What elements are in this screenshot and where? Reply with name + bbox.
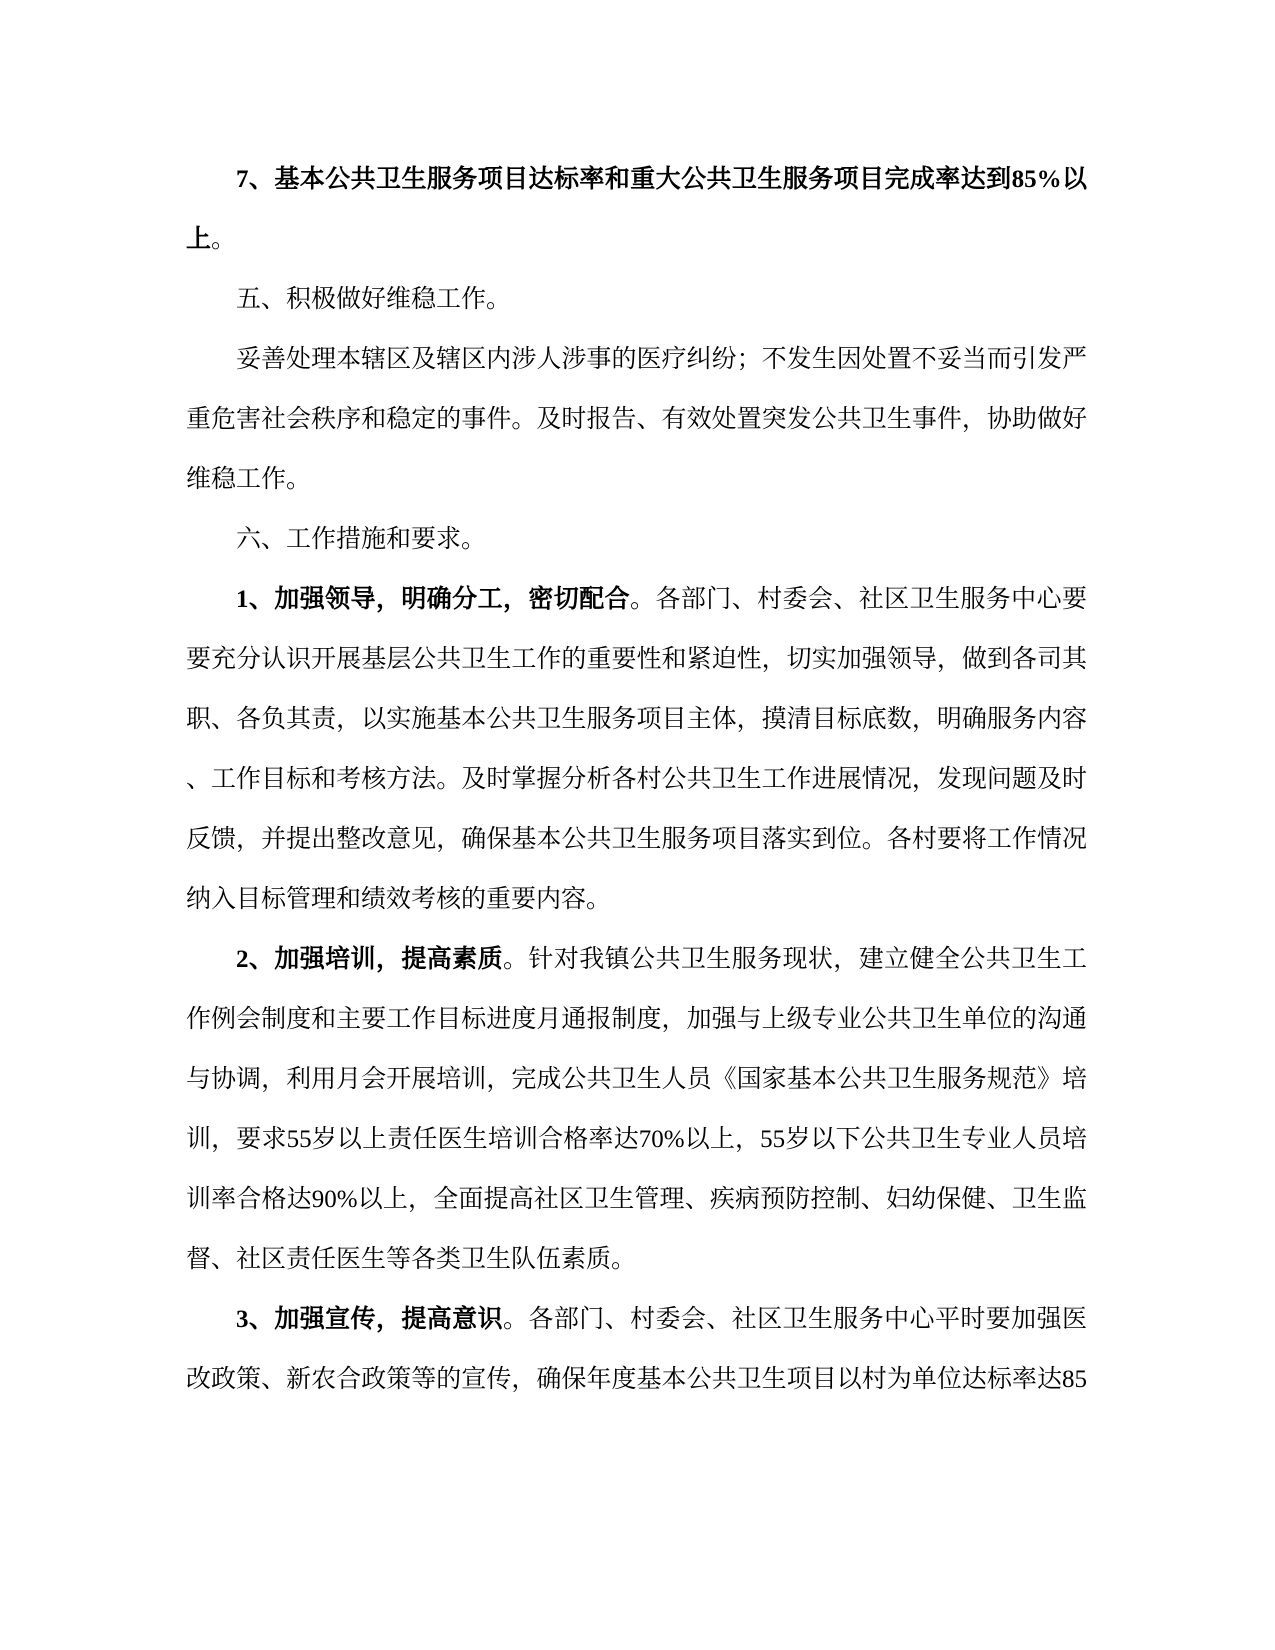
text-run: 改政策、新农合政策等的宣传，确保年度基本公共卫生项目以村为单位达标率达85	[186, 1366, 1087, 1393]
text-line	[186, 330, 1087, 390]
text-run: 、工作目标和考核方法。及时掌握分析各村公共卫生工作进展情况，发现问题及时	[186, 766, 1087, 793]
text-line	[186, 1110, 1087, 1170]
text-run: 妥善处理本辖区及辖区内涉人涉事的医疗纠纷；不发生因处置不妥当而引发严	[236, 346, 1087, 373]
text-run: 与协调，利用月会开展培训，完成公共卫生人员《国家基本公共卫生服务规范》培	[186, 1066, 1087, 1093]
text-run: 维稳工作。	[186, 466, 312, 493]
text-line	[186, 510, 1087, 570]
text-run: 作例会制度和主要工作目标进度月通报制度，加强与上级专业公共卫生单位的沟通	[186, 1006, 1087, 1033]
text-run: 。各部门、村委会、社区卫生服务中心平时要加强医	[503, 1306, 1087, 1333]
document-body	[186, 150, 1087, 1410]
text-line	[186, 570, 1087, 630]
text-run: 重危害社会秩序和稳定的事件。及时报告、有效处置突发公共卫生事件，协助做好	[186, 406, 1087, 433]
text-run: 。各部门、村委会、社区卫生服务中心要	[630, 586, 1087, 613]
text-run: 五、积极做好维稳工作。	[236, 286, 512, 313]
text-line	[186, 1230, 1087, 1290]
text-run: 训率合格达90%以上，全面提高社区卫生管理、疾病预防控制、妇幼保健、卫生监	[186, 1186, 1087, 1213]
text-line	[186, 1350, 1087, 1410]
text-run: 。针对我镇公共卫生服务现状，建立健全公共卫生工	[503, 946, 1087, 973]
text-line	[186, 870, 1087, 930]
text-line	[186, 1050, 1087, 1110]
text-run: 3、加强宣传，提高意识	[236, 1306, 503, 1333]
text-line	[186, 1290, 1087, 1350]
text-line	[186, 930, 1087, 990]
text-line	[186, 990, 1087, 1050]
text-run: 2、加强培训，提高素质	[236, 946, 503, 973]
text-line	[186, 1170, 1087, 1230]
text-line	[186, 390, 1087, 450]
text-line	[186, 150, 1087, 210]
text-run: 1、加强领导，明确分工，密切配合	[236, 586, 631, 613]
text-line	[186, 690, 1087, 750]
text-run: 反馈，并提出整改意见，确保基本公共卫生服务项目落实到位。各村要将工作情况	[186, 826, 1087, 853]
text-line	[186, 270, 1087, 330]
text-run: 督、社区责任医生等各类卫生队伍素质。	[186, 1246, 637, 1273]
text-line	[186, 750, 1087, 810]
text-run: 。	[211, 226, 237, 253]
text-line	[186, 810, 1087, 870]
text-run: 上	[186, 226, 212, 253]
text-line	[186, 630, 1087, 690]
text-run: 7、基本公共卫生服务项目达标率和重大公共卫生服务项目完成率达到85%以	[236, 166, 1087, 193]
text-run: 训，要求55岁以上责任医生培训合格率达70%以上，55岁以下公共卫生专业人员培	[186, 1126, 1087, 1153]
text-run: 要充分认识开展基层公共卫生工作的重要性和紧迫性，切实加强领导，做到各司其	[186, 646, 1087, 673]
text-run: 纳入目标管理和绩效考核的重要内容。	[186, 886, 612, 913]
text-line	[186, 210, 1087, 270]
text-run: 职、各负其责，以实施基本公共卫生服务项目主体，摸清目标底数，明确服务内容	[186, 706, 1087, 733]
text-line	[186, 450, 1087, 510]
text-run: 六、工作措施和要求。	[236, 526, 487, 553]
